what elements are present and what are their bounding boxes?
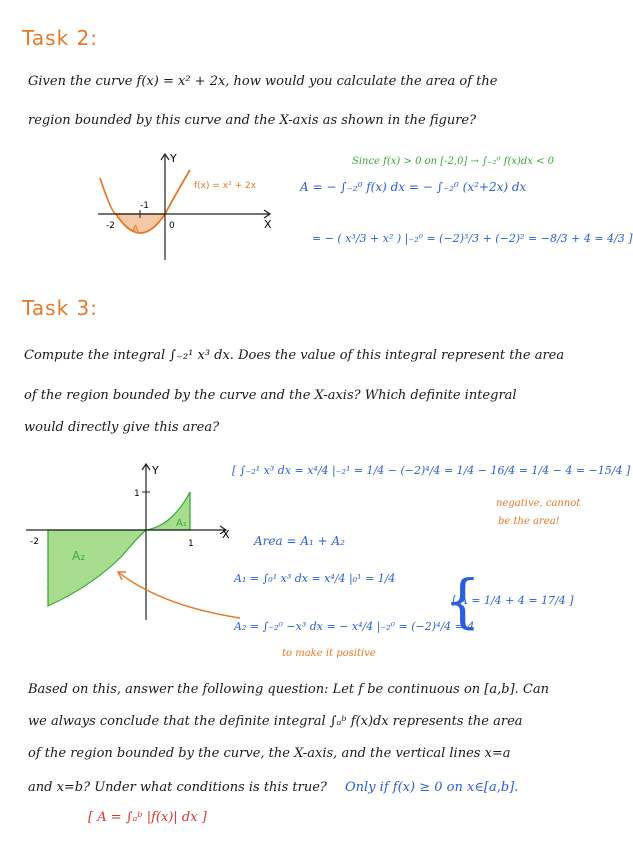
task2-formula2: = − ( x³/3 + x² ) |₋₂⁰ = (−2)³/3 + (−2)² = −8/3 + 4 = 4/3 ] — [312, 232, 633, 245]
task3-integral: [ ∫₋₂¹ x³ dx = x⁴/4 |₋₂¹ = 1/4 − (−2)⁴/4 = 1/4 − 16/4 = 1/4 − 4 = −15/4 ] — [232, 464, 631, 477]
followup-line3: of the region bounded by the curve, the X-axis, and the vertical lines x=a — [28, 746, 511, 761]
task2-tick-neg2: -2 — [106, 221, 115, 231]
task2-question-line1: Given the curve f(x) = x² + 2x, how would you calculate the area of the — [28, 74, 498, 89]
task3-title: Task 3: — [22, 296, 98, 320]
task3-question-line1: Compute the integral ∫₋₂¹ x³ dx. Does the value of this integral represent the area — [24, 348, 565, 363]
followup-line2: we always conclude that the definite integral ∫ₐᵇ f(x)dx represents the area — [28, 714, 523, 729]
task3-label-a2: A₂ — [72, 549, 86, 563]
task2-parabola-graph — [90, 148, 290, 268]
task3-brace: { — [444, 567, 481, 635]
task3-annotation-line1: negative, cannot — [496, 498, 581, 509]
task2-question-line2: region bounded by this curve and the X-axis as shown in the figure? — [28, 113, 477, 128]
task2-x-label: X — [264, 218, 272, 231]
task3-tick-1y: 1 — [134, 489, 140, 499]
task3-annotation-line2: be the area! — [498, 516, 560, 527]
task3-y-label: Y — [152, 464, 159, 477]
task3-a2: A₂ = ∫₋₂⁰ −x³ dx = − x⁴/4 |₋₂⁰ = (−2)⁴/4 = 4 — [234, 620, 475, 633]
task3-cubic-graph — [22, 456, 242, 626]
task2-tick-neg1: -1 — [140, 201, 149, 211]
task2-title: Task 2: — [22, 26, 98, 50]
task3-region-a2 — [48, 530, 146, 606]
followup-question-end: and x=b? Under what conditions is this true? — [28, 780, 327, 795]
followup-line4 — [28, 780, 518, 795]
followup-answer: Only if f(x) ≥ 0 on x∈[a,b]. — [345, 780, 519, 795]
task3-question-line2: of the region bounded by the curve and the X-axis? Which definite integral — [24, 388, 517, 403]
task2-formula1: A = − ∫₋₂⁰ f(x) dx = − ∫₋₂⁰ (x²+2x) dx — [300, 180, 527, 194]
task3-make-positive: to make it positive — [282, 648, 376, 659]
task2-origin: 0 — [169, 221, 175, 231]
task3-total: [ A = 1/4 + 4 = 17/4 ] — [452, 594, 574, 607]
task3-a1: A₁ = ∫₀¹ x³ dx = x⁴/4 |₀¹ = 1/4 — [234, 572, 396, 585]
task3-tick-neg2: -2 — [30, 537, 39, 547]
task3-question-line3: would directly give this area? — [24, 420, 220, 435]
task2-y-label: Y — [170, 152, 177, 165]
task2-note: Since f(x) > 0 on [-2,0] → ∫₋₂⁰ f(x)dx < 0 — [352, 156, 555, 167]
followup-line1: Based on this, answer the following question: Let f be continuous on [a,b]. Can — [28, 682, 549, 697]
followup-final-formula: [ A = ∫ₐᵇ |f(x)| dx ] — [88, 810, 207, 825]
task3-label-a1: A₁ — [176, 518, 187, 529]
task3-tick-1: 1 — [188, 539, 194, 549]
task2-func-label: f(x) = x² + 2x — [194, 181, 257, 191]
task3-x-label: X — [222, 528, 230, 541]
task2-region-label: A — [132, 224, 139, 235]
task3-area-sum: Area = A₁ + A₂ — [254, 534, 345, 548]
